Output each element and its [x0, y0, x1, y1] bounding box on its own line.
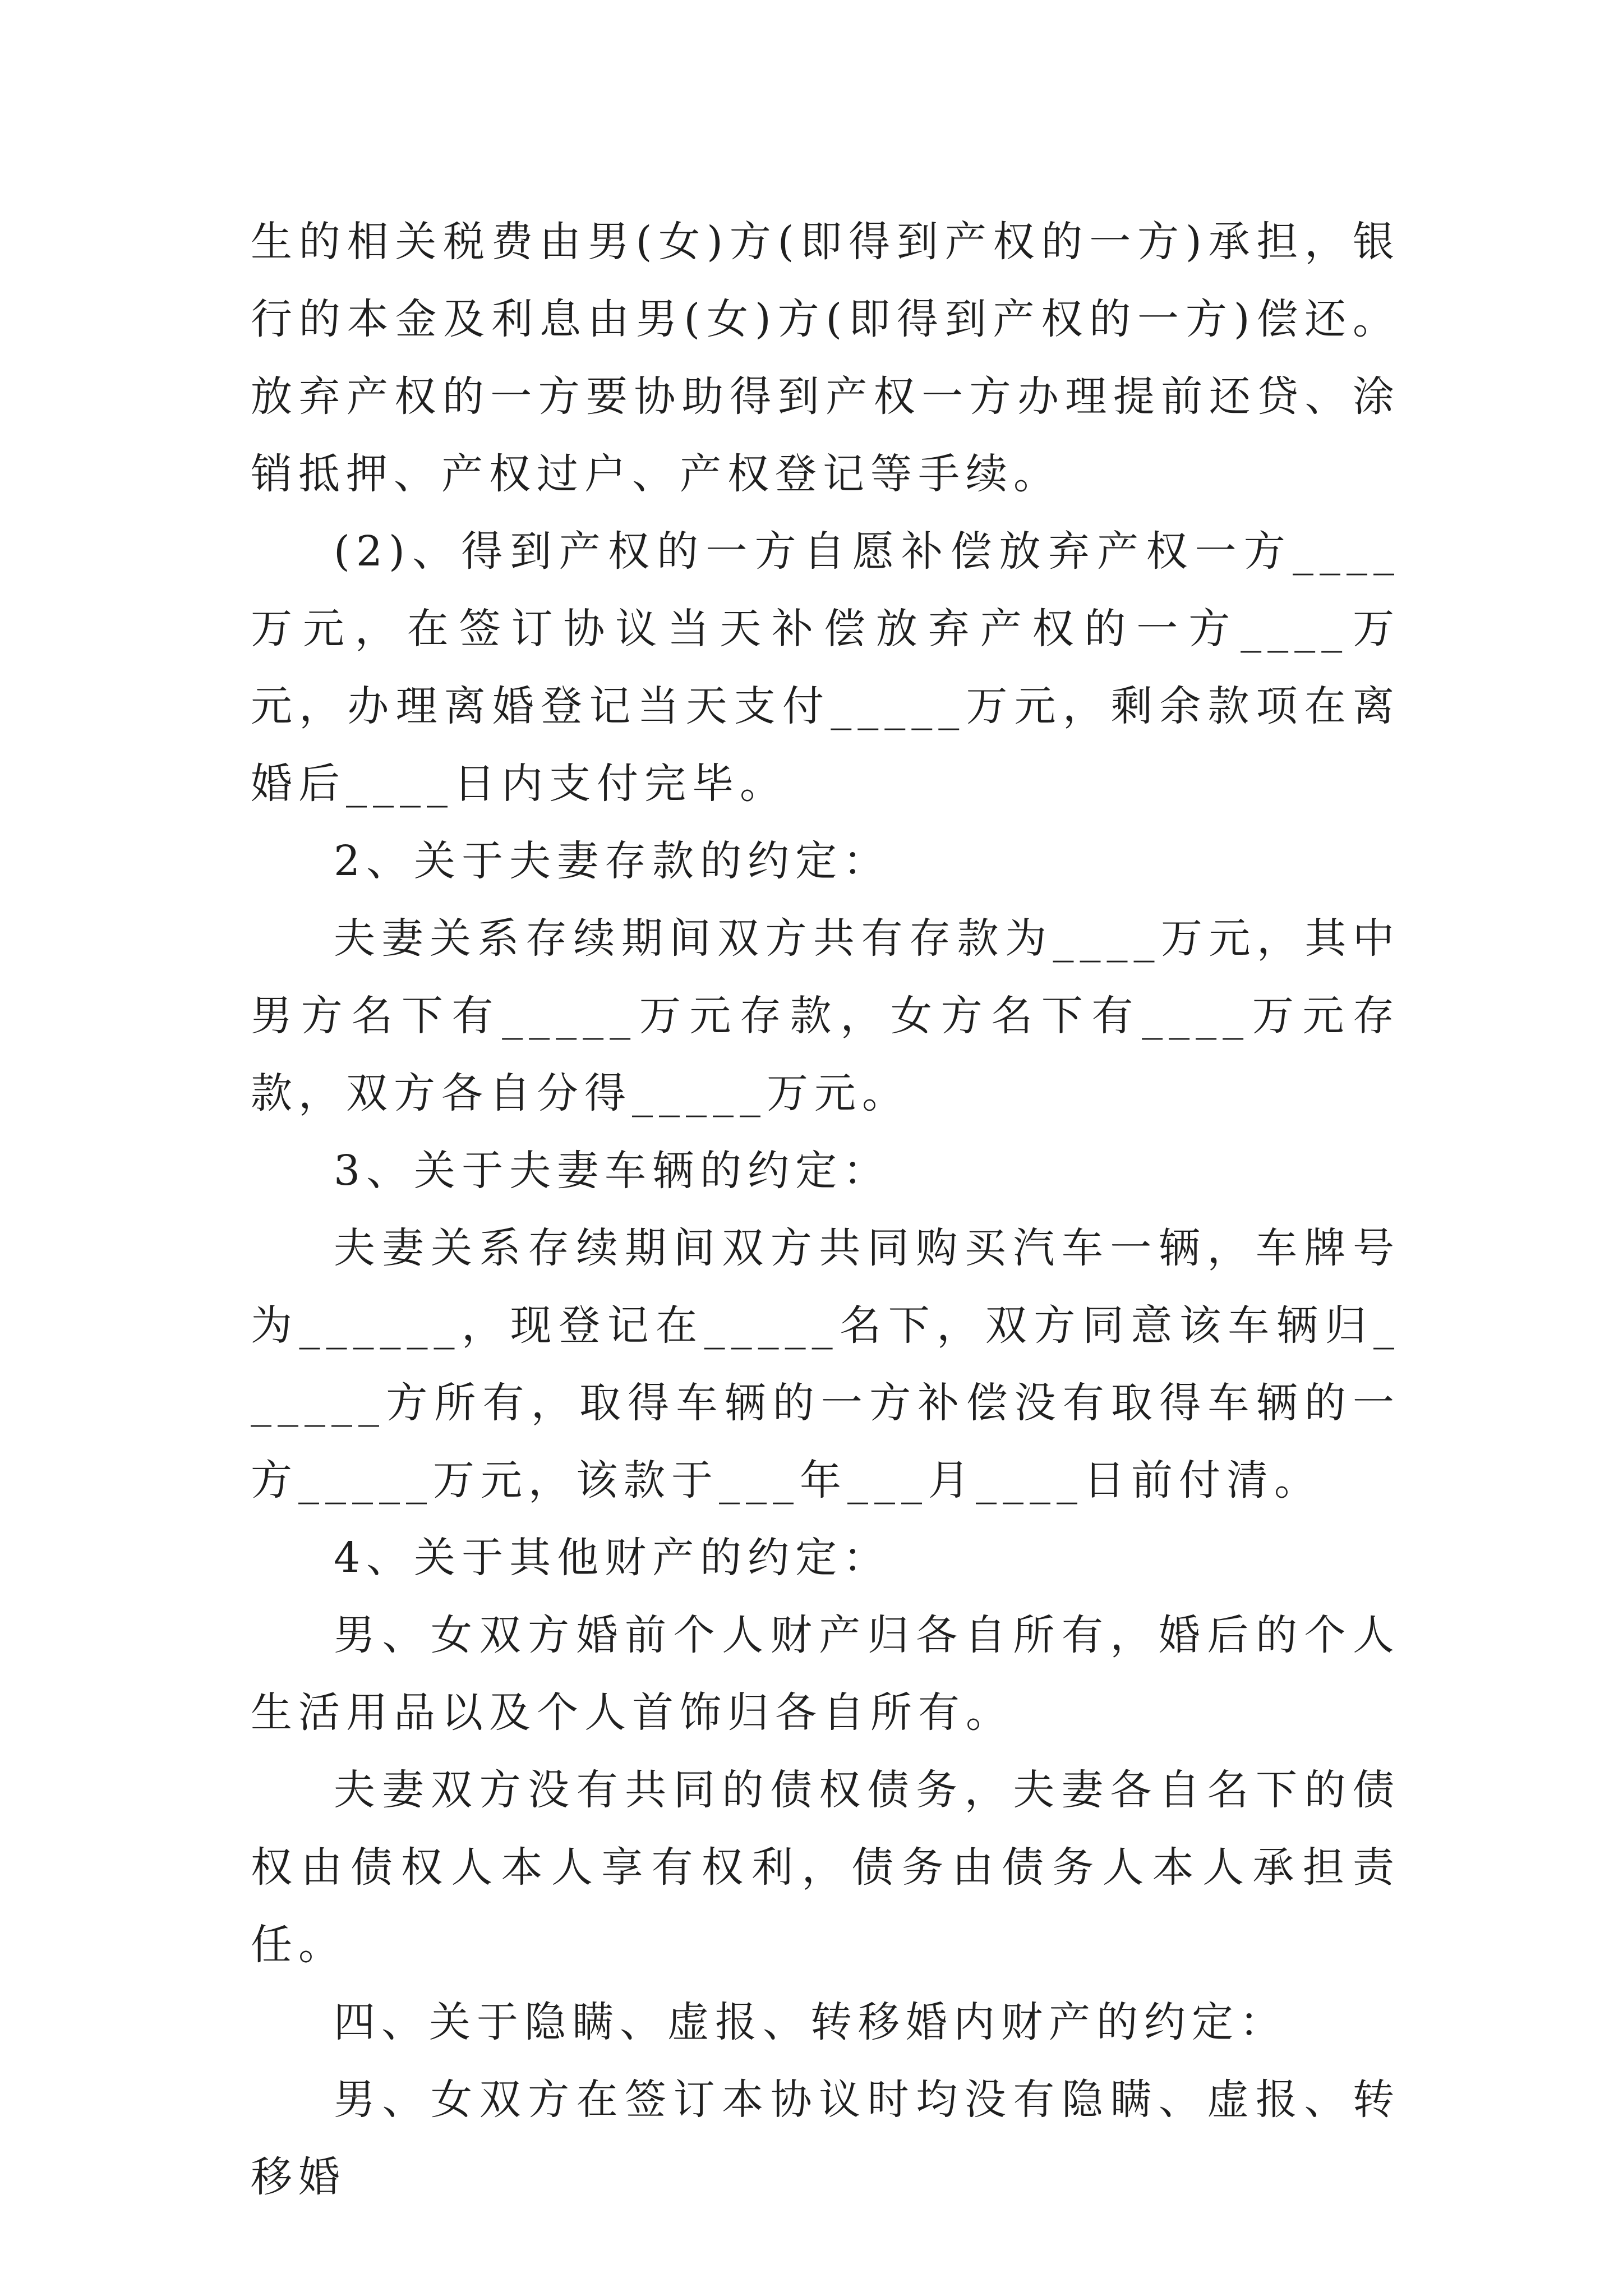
paragraph-compensation: (2)、得到产权的一方自愿补偿放弃产权一方____万元，在签订协议当天补偿放弃产权的一方____万元，办理离婚登记当天支付_____万元，剩余款项在离婚后____日内支付完毕。	[251, 527, 1400, 808]
heading-savings-agreement: 2、关于夫妻存款的约定：	[334, 837, 891, 885]
paragraph-tax-and-loan: 生的相关税费由男(女)方(即得到产权的一方)承担，银行的本金及利息由男(女)方(即得到产权的一方)偿还。放弃产权的一方要协助得到产权一方办理提前还贷、涂销抵押、产权过户、产权登记等手续。	[251, 218, 1400, 498]
paragraph-vehicle: 夫妻关系存续期间双方共同购买汽车一辆，车牌号为______，现登记在_____名下，双方同意该车辆归______方所有，取得车辆的一方补偿没有取得车辆的一方_____万元，该款于___年___月____日前付清。	[251, 1224, 1400, 1504]
heading-vehicle-agreement: 3、关于夫妻车辆的约定：	[334, 1147, 891, 1195]
paragraph-concealment: 男、女双方在签订本协议时均没有隐瞒、虚报、转移婚	[251, 2076, 1400, 2201]
paragraph-personal-property: 男、女双方婚前个人财产归各自所有，婚后的个人生活用品以及个人首饰归各自所有。	[251, 1611, 1400, 1737]
heading-concealment: 四、关于隐瞒、虚报、转移婚内财产的约定：	[334, 1998, 1287, 2046]
document-body	[251, 203, 1400, 2216]
paragraph-savings: 夫妻关系存续期间双方共有存款为____万元，其中男方名下有_____万元存款，女方名下有____万元存款，双方各自分得_____万元。	[251, 914, 1400, 1117]
heading-other-property: 4、关于其他财产的约定：	[334, 1534, 891, 1582]
paragraph-debts: 夫妻双方没有共同的债权债务，夫妻各自名下的债权由债权人本人享有权利，债务由债务人本人承担责任。	[251, 1766, 1400, 1969]
